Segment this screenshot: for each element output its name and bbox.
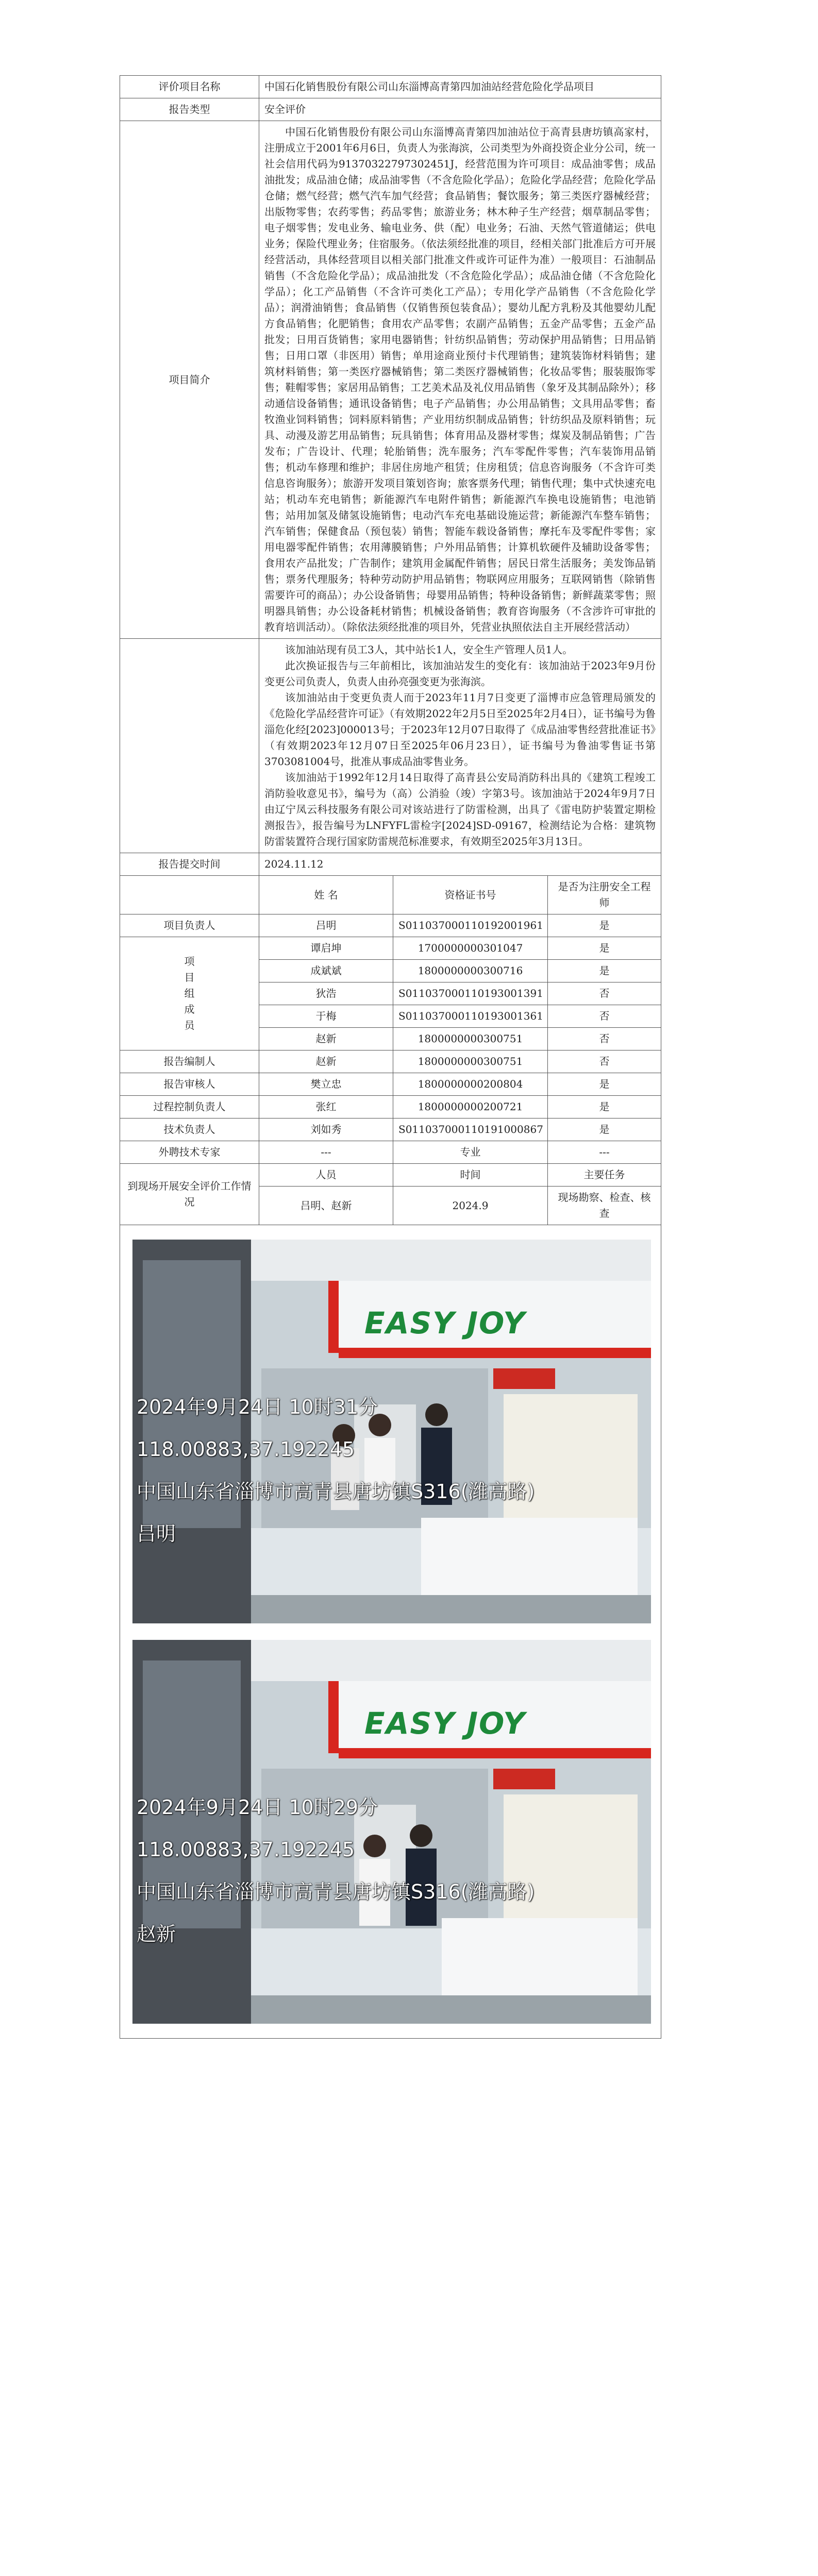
- site-time: 2024.9: [393, 1187, 548, 1225]
- header-cert: 资格证书号: [393, 876, 548, 914]
- tech-leader-label: 技术负责人: [120, 1118, 259, 1141]
- team-label: [120, 937, 259, 1050]
- team-label-char: 员: [184, 1019, 195, 1031]
- person-registered: 否: [548, 1005, 661, 1028]
- row-submit-time: [120, 853, 661, 876]
- changes-paragraph: 此次换证报告与三年前相比，该加油站发生的变化有：该加油站于2023年9月份变更公司负责人，负责人由孙亮强变更为张海滨。: [264, 659, 656, 688]
- person-cert: 1800000000200804: [393, 1073, 548, 1096]
- row-report-reviewer: [120, 1073, 661, 1096]
- person-name: 成斌斌: [259, 960, 393, 982]
- photo-datetime: 2024年9月24日 10时31分: [137, 1396, 378, 1418]
- changes-paragraph: 该加油站现有员工3人，其中站长1人，安全生产管理人员1人。: [285, 643, 573, 656]
- row-tech-leader: [120, 1118, 661, 1141]
- header-registered: 是否为注册安全工程师: [548, 876, 661, 914]
- row-changes: [120, 639, 661, 853]
- site-people: 吕明、赵新: [259, 1187, 393, 1225]
- site-header-time: 时间: [393, 1164, 548, 1187]
- external-expert-label: 外聘技术专家: [120, 1141, 259, 1164]
- site-photo: [132, 1240, 651, 1623]
- person-name: 赵新: [259, 1028, 393, 1050]
- site-photo-scene: [132, 1640, 651, 2024]
- project-leader-label: 项目负责人: [120, 914, 259, 937]
- person-cert: 专业: [393, 1141, 548, 1164]
- site-photo-scene: [132, 1240, 651, 1623]
- photo-person: 吕明: [137, 1522, 176, 1545]
- report-type-value: 安全评价: [259, 98, 661, 121]
- row-project-leader: [120, 914, 661, 937]
- person-cert: 1800000000300716: [393, 960, 548, 982]
- person-cert: S011037000110191000867: [393, 1118, 548, 1141]
- photo-person: 赵新: [137, 1923, 176, 1945]
- brand-sign: EASY JOY: [364, 1706, 526, 1741]
- row-project-intro: [120, 121, 661, 639]
- person-registered: 否: [548, 982, 661, 1005]
- changes-label-cell: [120, 639, 259, 853]
- row-project-name: [120, 76, 661, 98]
- site-work-label: 到现场开展安全评价工作情况: [120, 1164, 259, 1225]
- photo-location: 中国山东省淄博市高青县唐坊镇S316(潍高路): [137, 1880, 535, 1903]
- photo-row: [120, 1225, 661, 2039]
- person-cert: 1800000000300751: [393, 1028, 548, 1050]
- person-registered: 是: [548, 937, 661, 960]
- person-registered: 否: [548, 1050, 661, 1073]
- person-registered: 是: [548, 1096, 661, 1118]
- row-report-writer: [120, 1050, 661, 1073]
- person-registered: 是: [548, 1118, 661, 1141]
- photo-coords: 118.00883,37.192245: [137, 1838, 355, 1861]
- person-name: 谭启坤: [259, 937, 393, 960]
- project-intro-text: 中国石化销售股份有限公司山东淄博高青第四加油站位于高青县唐坊镇高家村，注册成立于2001年6月6日，负责人为张海滨，公司类型为外商投资企业分公司，统一社会信用代码为91370322797302451J，经营范围为许可项目：成品油零售；成品油批发；成品油仓储；成品油零售（不含危险化学品）；危险化学品经营；危险化学品仓储；燃气经营；燃气汽车加气经营；食品销售；餐饮服务；第三类医疗器械经营；出版物零售；农药零售；药品零售；旅游业务；林木种子生产经营；烟草制品零售；电子烟零售；发电业务、输电业务、供（配）电业务；石油、天然气管道储运；供电业务；保险代理业务；住宿服务。（依法须经批准的项目，经相关部门批准后方可开展经营活动，具体经营项目以相关部门批准文件或许可证件为准）一般项目：石油制品销售（不含危险化学品）；成品油批发（不含危险化学品）；成品油仓储（不含危险化学品）；化工产品销售（不含许可类化工产品）；专用化学产品销售（不含危险化学品）；润滑油销售；食品销售（仅销售预包装食品）；婴幼儿配方乳粉及其他婴幼儿配方食品销售；化肥销售；食用农产品零售；农副产品销售；五金产品零售；五金产品批发；日用百货销售；家用电器销售；针纺织品销售；劳动保护用品销售；日用品销售；日用口罩（非医用）销售；单用途商业预付卡代理销售；建筑装饰材料销售；建筑材料销售；第一类医疗器械销售；第二类医疗器械销售；化妆品零售；服装服饰零售；鞋帽零售；家居用品销售；工艺美术品及礼仪用品销售（象牙及其制品除外）；移动通信设备销售；通讯设备销售；电子产品销售；办公用品销售；文具用品零售；畜牧渔业饲料销售；饲料原料销售；产业用纺织制成品销售；针纺织品及原料销售；玩具、动漫及游艺用品销售；玩具销售；体育用品及器材零售；煤炭及制品销售；广告发布；广告设计、代理；轮胎销售；洗车服务；汽车零配件零售；汽车装饰用品销售；机动车修理和维护；非居住房地产租赁；住房租赁；信息咨询服务（不含许可类信息咨询服务）；旅游开发项目策划咨询；旅客票务代理；销售代理；集中式快速充电站；机动车充电销售；新能源汽车电附件销售；新能源汽车换电设施销售；电池销售；站用加氢及储氢设施销售；电动汽车充电基础设施运营；新能源汽车整车销售；汽车销售；保健食品（预包装）销售；智能车载设备销售；摩托车及零配件零售；家用电器零配件销售；农用薄膜销售；户外用品销售；计算机软硬件及辅助设备零售；食用农产品批发；广告制作；建筑用金属配件销售；居民日常生活服务；美发饰品销售；票务代理服务；特种劳动防护用品销售；物联网应用服务；互联网销售（除销售需要许可的商品）；办公设备销售；母婴用品销售；特种设备销售；新鲜蔬菜零售；照明器具销售；办公设备耗材销售；机械设备销售；教育咨询服务（不含涉许可审批的教育培训活动）。（除依法须经批准的项目外，凭营业执照依法自主开展经营活动）: [264, 126, 656, 633]
- person-name: 樊立忠: [259, 1073, 393, 1096]
- report-type-label: 报告类型: [120, 98, 259, 121]
- site-work-header-row: [120, 1164, 661, 1187]
- person-name: 吕明: [259, 914, 393, 937]
- photo-coords: 118.00883,37.192245: [137, 1438, 355, 1461]
- person-name: 刘如秀: [259, 1118, 393, 1141]
- person-name: 赵新: [259, 1050, 393, 1073]
- submit-time-value: 2024.11.12: [259, 853, 661, 876]
- team-row: [120, 937, 661, 960]
- site-photo: [132, 1640, 651, 2024]
- project-intro-label: 项目简介: [120, 121, 259, 639]
- person-cert: S011037000110193001361: [393, 1005, 548, 1028]
- person-registered: ---: [548, 1141, 661, 1164]
- team-label-char: 成: [184, 1003, 195, 1015]
- row-report-type: [120, 98, 661, 121]
- person-cert: S011037000110192001961: [393, 914, 548, 937]
- site-header-people: 人员: [259, 1164, 393, 1187]
- person-cert: 1700000000301047: [393, 937, 548, 960]
- person-registered: 否: [548, 1028, 661, 1050]
- row-process-controller: [120, 1096, 661, 1118]
- person-name: ---: [259, 1141, 393, 1164]
- photo-datetime: 2024年9月24日 10时29分: [137, 1796, 378, 1819]
- report-reviewer-label: 报告审核人: [120, 1073, 259, 1096]
- evaluation-form: [120, 75, 661, 2039]
- site-task: 现场勘察、检查、核查: [548, 1187, 661, 1225]
- person-name: 狄浩: [259, 982, 393, 1005]
- changes-paragraph: 该加油站于1992年12月14日取得了高青县公安局消防科出具的《建筑工程竣工消防验收意见书》，编号为（高）公消验（竣）字第3号。该加油站于2024年9月7日由辽宁凤云科技服务有限公司对该站进行了防雷检测，出具了《雷电防护装置定期检测报告》，报告编号为LNFYFL雷检字[2024]SD-09167，检测结论为合格：建筑物防雷装置符合现行国家防雷规范标准要求，有效期至2025年3月13日。: [264, 771, 656, 848]
- personnel-header-row: [120, 876, 661, 914]
- process-controller-label: 过程控制负责人: [120, 1096, 259, 1118]
- row-external-expert: [120, 1141, 661, 1164]
- site-header-task: 主要任务: [548, 1164, 661, 1187]
- person-cert: 1800000000200721: [393, 1096, 548, 1118]
- team-label-char: 组: [184, 987, 195, 999]
- person-name: 于梅: [259, 1005, 393, 1028]
- person-cert: 1800000000300751: [393, 1050, 548, 1073]
- project-name-label: 评价项目名称: [120, 76, 259, 98]
- submit-time-label: 报告提交时间: [120, 853, 259, 876]
- person-name: 张红: [259, 1096, 393, 1118]
- person-registered: 是: [548, 960, 661, 982]
- photo-location: 中国山东省淄博市高青县唐坊镇S316(潍高路): [137, 1480, 535, 1503]
- report-writer-label: 报告编制人: [120, 1050, 259, 1073]
- header-name: 姓 名: [259, 876, 393, 914]
- team-label-char: 项: [184, 955, 195, 968]
- brand-sign: EASY JOY: [364, 1306, 526, 1341]
- person-cert: S011037000110193001391: [393, 982, 548, 1005]
- changes-paragraph: 该加油站由于变更负责人而于2023年11月7日变更了淄博市应急管理局颁发的《危险化学品经营许可证》（有效期2022年2月5日至2025年2月4日），证书编号为鲁淄危化经[2023]000013号；于2023年12月07日取得了《成品油零售经营批准证书》（有效期2023年12月07日至2025年06月23日），证书编号为鲁油零售证书第3703081004号，批准从事成品油零售业务。: [264, 691, 656, 768]
- project-name-value: 中国石化销售股份有限公司山东淄博高青第四加油站经营危险化学品项目: [259, 76, 661, 98]
- person-registered: 是: [548, 914, 661, 937]
- person-registered: 是: [548, 1073, 661, 1096]
- info-table: [120, 75, 661, 2039]
- team-label-char: 目: [184, 971, 195, 984]
